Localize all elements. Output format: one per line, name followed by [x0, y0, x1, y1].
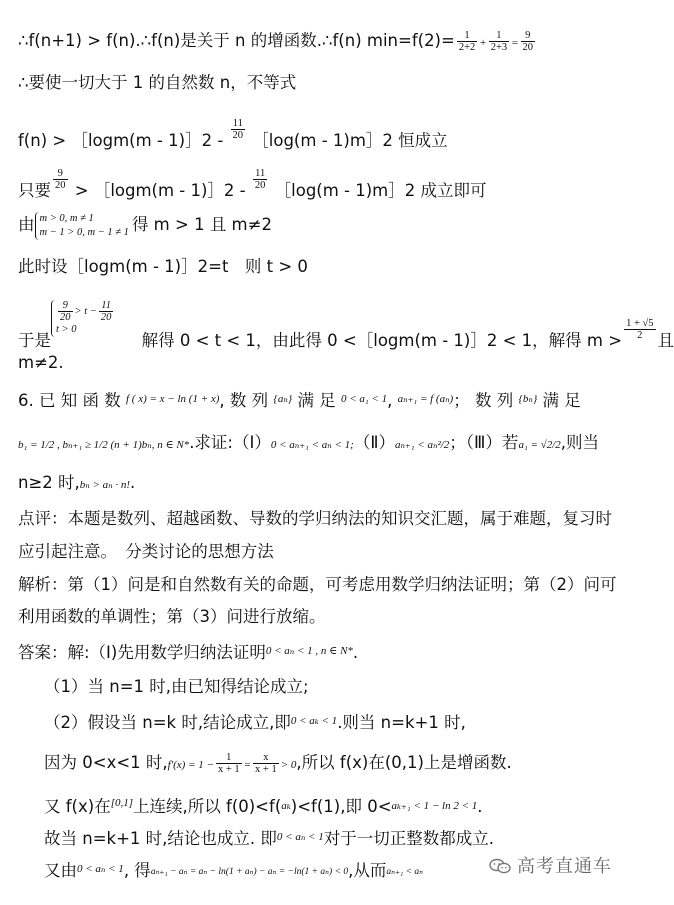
text: .求证:（Ⅰ）	[189, 433, 271, 452]
text: 满 足	[542, 391, 581, 410]
line-14	[18, 574, 634, 596]
text: ,	[387, 391, 393, 410]
denominator: 20	[232, 130, 244, 141]
system-row: m > 0, m ≠ 1	[39, 212, 94, 224]
denominator: 2	[637, 330, 643, 341]
fraction	[489, 30, 509, 53]
numerator: 1	[216, 752, 242, 764]
line-9	[18, 388, 634, 412]
math: {bₙ}	[518, 393, 538, 405]
text: ,则当	[560, 433, 600, 452]
fraction	[99, 300, 114, 323]
text: 此时设［logm(m - 1)］2=t 则 t > 0	[18, 257, 308, 276]
text: （1）当 n=1 时,由已知得结论成立;	[44, 677, 309, 696]
fraction	[521, 30, 536, 53]
numerator: 9	[521, 30, 536, 42]
text: .	[477, 797, 483, 816]
numerator: 1	[489, 30, 509, 42]
text: > ［logm(m - 1)］2 -	[74, 181, 246, 200]
denominator: 20	[100, 312, 112, 323]
fraction	[253, 752, 279, 775]
text: 应引起注意。 分类讨论的思想方法	[18, 542, 274, 561]
numerator: 9	[58, 300, 73, 312]
fraction	[624, 318, 655, 341]
math: 0 < aₙ₊₁ < aₙ < 1;	[270, 439, 354, 451]
numerator: 9	[53, 168, 68, 180]
math: +	[479, 37, 487, 49]
math: > t −	[74, 305, 97, 317]
math: 0 < aₖ < 1	[290, 715, 338, 727]
text: 上连续,所以 f(0)<f(	[133, 797, 282, 816]
math: aₙ₊₁ < aₙ²/2	[394, 439, 450, 451]
text: 利用函数的单调性；第（3）问进行放缩。	[18, 607, 326, 626]
text: 6. 已 知 函 数	[18, 391, 121, 410]
text: 点评：本题是数列、超越函数、导数的学归纳法的知识交汇题，属于难题，复习时	[18, 509, 612, 528]
text: , 得	[123, 861, 151, 880]
text: 又 f(x)在	[44, 797, 111, 816]
math: {aₙ}	[273, 393, 293, 405]
line-5	[18, 210, 634, 240]
line-6	[18, 256, 634, 278]
text: ∴f(n+1) > f(n).∴f(n)是关于 n 的增函数.∴f(n) min=f(2)=	[18, 31, 455, 50]
text: m≠2.	[18, 353, 64, 372]
line-21	[44, 826, 634, 850]
text: ,从而	[348, 861, 387, 880]
text: ；（Ⅲ）若	[449, 433, 519, 452]
math: =	[511, 37, 519, 49]
text: n≥2 时,	[18, 473, 80, 492]
math: 0 < aₙ < 1	[77, 863, 124, 875]
fraction	[231, 118, 246, 141]
numerator: x	[253, 752, 279, 764]
fraction	[253, 168, 268, 191]
text: ∴要使一切大于 1 的自然数 n，不等式	[18, 73, 297, 92]
fraction	[53, 168, 68, 191]
text: （Ⅱ）	[353, 433, 395, 452]
text: 得 m > 1 且 m≠2	[131, 215, 272, 234]
math: aₖ	[281, 800, 291, 812]
system-row	[56, 300, 115, 323]
math: aₙ₊₁ < aₙ	[386, 867, 424, 877]
text: f(n) > ［logm(m - 1)］2 -	[18, 131, 224, 150]
text: 答案：解:（Ⅰ)先用数学归纳法证明	[18, 643, 266, 662]
text: 又由	[44, 861, 77, 880]
text: 解得 0 < t < 1，由此得 0 <［logm(m - 1)］2 < 1，解得 m >	[141, 331, 623, 350]
line-15	[18, 606, 634, 628]
numerator: 1	[457, 30, 477, 42]
math: a₁ = √2/2	[518, 439, 561, 451]
line-16	[18, 640, 634, 664]
fraction	[457, 30, 477, 53]
text: .	[352, 643, 359, 662]
text: 故当 n=k+1 时,结论也成立. 即	[44, 829, 277, 848]
math: aₙ₊₁ = f (aₙ)	[397, 393, 454, 405]
line-19	[44, 752, 634, 776]
line-17	[44, 676, 634, 698]
math: , n ∈ N*	[151, 439, 190, 451]
text: 只要	[18, 181, 51, 200]
line-22	[44, 858, 490, 883]
text: 解析：第（1）问是和自然数有关的命题，可考虑用数学归纳法证明；第（2）问可	[18, 575, 617, 594]
line-11	[18, 472, 634, 496]
text: 且	[657, 331, 674, 350]
math: aₖ₊₁ < 1 − ln 2 < 1	[391, 800, 478, 812]
text: .则当 n=k+1 时,	[337, 713, 466, 732]
denominator: x + 1	[217, 764, 240, 775]
math: 0 < aₙ < 1 , n ∈ N*	[265, 645, 353, 657]
equation-system	[35, 212, 129, 240]
text: （2）假设当 n=k 时,结论成立,即	[44, 713, 291, 732]
numerator: 11	[253, 168, 268, 180]
wechat-icon	[489, 858, 511, 874]
denominator: 20	[522, 42, 534, 53]
denominator: x + 1	[255, 764, 277, 775]
system-row: m − 1 > 0, m − 1 ≠ 1	[39, 226, 129, 238]
math: bₙ > aₙ · n!	[79, 479, 131, 491]
math: aₙ₊₁ − aₙ = aₙ − ln(1 + aₙ) − aₙ = −ln(1 + aₙ) < 0	[150, 867, 349, 877]
numerator: 11	[99, 300, 114, 312]
denominator: 2+3	[490, 42, 508, 53]
numerator: 1 + √5	[626, 318, 654, 329]
text: ,所以 f(x)在(0,1)上是增函数.	[296, 753, 512, 772]
text: ［log(m - 1)m］2 成立即可	[274, 181, 487, 200]
line-12	[18, 508, 634, 530]
math: b₁ = 1/2 , bₙ₊₁ ≥ 1/2 (n + 1)bₙ	[18, 439, 152, 451]
text: 因为 0<x<1 时,	[44, 753, 168, 772]
line-1	[18, 30, 634, 54]
text: 由	[18, 215, 35, 234]
line-2	[18, 72, 634, 94]
text: ［log(m - 1)m］2 恒成立	[252, 131, 448, 150]
denominator: 20	[60, 312, 71, 323]
equation-system	[51, 300, 115, 337]
math: f ( x) = x − ln (1 + x)	[125, 393, 220, 405]
fraction	[58, 300, 73, 323]
numerator: 11	[231, 118, 246, 130]
line-7	[18, 300, 674, 356]
line-10	[18, 432, 634, 456]
watermark-text: 高考直通车	[517, 856, 612, 877]
math: 0 < aₙ < 1	[276, 831, 324, 843]
denominator: 2+2	[458, 42, 476, 53]
text: ； 数 列	[453, 391, 514, 410]
text: .	[130, 473, 136, 492]
line-4	[18, 168, 634, 202]
math: =	[243, 759, 252, 771]
text: 于是	[18, 331, 51, 350]
watermark	[489, 852, 612, 878]
math: [0,1]	[110, 797, 134, 809]
math: f′(x) = 1 −	[167, 759, 214, 771]
math: 0 < a₁ < 1	[340, 393, 388, 405]
text: , 数 列	[219, 391, 269, 410]
text: )<f(1),即 0<	[290, 797, 392, 816]
line-13	[18, 541, 634, 563]
text: 对于一切正整数都成立.	[323, 829, 494, 848]
line-8	[18, 352, 634, 374]
line-20	[44, 792, 634, 818]
math: > 0	[280, 759, 297, 771]
denominator: 20	[254, 180, 266, 191]
system-row: t > 0	[56, 324, 77, 335]
denominator: 20	[55, 180, 66, 191]
text: 满 足	[297, 391, 336, 410]
fraction	[216, 752, 242, 775]
line-3	[18, 118, 634, 152]
line-18	[44, 710, 634, 734]
